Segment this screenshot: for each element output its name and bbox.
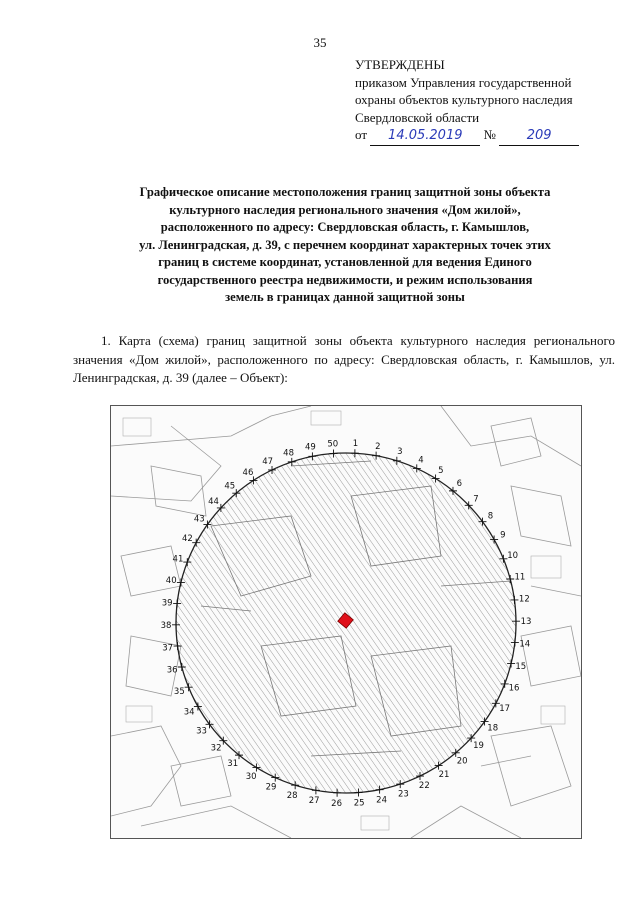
boundary-point-label: 19 bbox=[473, 740, 484, 751]
boundary-point-label: 22 bbox=[418, 781, 430, 792]
boundary-point-label: 48 bbox=[283, 448, 295, 459]
boundary-point-label: 20 bbox=[456, 756, 468, 767]
approval-date: 14.05.2019 bbox=[370, 127, 480, 146]
boundary-point-label: 6 bbox=[456, 479, 462, 490]
paragraph-map-intro bbox=[73, 332, 615, 388]
map-svg bbox=[111, 406, 581, 838]
boundary-point-label: 35 bbox=[173, 687, 185, 698]
boundary-point-label: 39 bbox=[161, 598, 173, 609]
boundary-point-label: 43 bbox=[193, 514, 205, 525]
approval-block bbox=[355, 56, 640, 146]
boundary-point-label: 34 bbox=[183, 707, 195, 718]
boundary-point-label: 10 bbox=[507, 550, 519, 561]
boundary-point-label: 17 bbox=[499, 704, 511, 715]
boundary-point-label: 31 bbox=[227, 758, 239, 769]
heading-line: границ в системе координат, установленной для ведения Единого bbox=[158, 255, 532, 269]
boundary-point-label: 12 bbox=[518, 594, 530, 605]
boundary-point-label: 21 bbox=[438, 769, 450, 780]
boundary-point-label: 29 bbox=[265, 782, 277, 793]
boundary-point-label: 13 bbox=[520, 617, 532, 628]
boundary-point-label: 2 bbox=[375, 441, 381, 452]
heading-line: ул. Ленинградская, д. 39, с перечнем координат характерных точек этих bbox=[139, 237, 551, 252]
boundary-point-label: 18 bbox=[487, 723, 499, 734]
boundary-point-label: 14 bbox=[519, 639, 531, 650]
boundary-point-label: 40 bbox=[165, 576, 177, 587]
boundary-point-label: 8 bbox=[487, 511, 494, 522]
boundary-point-label: 25 bbox=[353, 798, 365, 809]
boundary-point-label: 3 bbox=[397, 447, 403, 458]
date-prefix: от bbox=[355, 127, 368, 142]
boundary-point-label: 45 bbox=[224, 481, 236, 492]
boundary-point-label: 49 bbox=[305, 442, 316, 453]
boundary-point-label: 33 bbox=[196, 726, 207, 737]
approval-title: УТВЕРЖДЕНЫ bbox=[355, 57, 445, 72]
boundary-point-label: 38 bbox=[160, 620, 172, 631]
boundary-point-label: 42 bbox=[181, 533, 193, 544]
boundary-point-label: 36 bbox=[166, 665, 178, 676]
approval-line: приказом Управления государственной bbox=[355, 74, 572, 90]
boundary-point-label: 15 bbox=[515, 661, 527, 672]
boundary-point-label: 47 bbox=[262, 456, 274, 467]
page-number: 35 bbox=[313, 35, 327, 50]
document-heading bbox=[70, 184, 620, 307]
heading-line: расположенного по адресу: Свердловская область, г. Камышлов, bbox=[160, 220, 530, 234]
boundary-point-label: 23 bbox=[397, 789, 409, 800]
boundary-point-label: 41 bbox=[172, 554, 184, 565]
heading-line: государственного реестра недвижимости, и режим использования bbox=[157, 272, 533, 287]
boundary-point-label: 28 bbox=[286, 790, 298, 801]
approval-number: 209 bbox=[499, 127, 579, 146]
boundary-map bbox=[110, 405, 582, 839]
approval-date-number bbox=[355, 126, 640, 146]
approval-line: охраны объектов культурного наследия bbox=[355, 92, 573, 107]
boundary-point-label: 32 bbox=[210, 743, 222, 754]
heading-line: культурного наследия регионального значения «Дом жилой», bbox=[169, 202, 521, 217]
boundary-point-label: 16 bbox=[508, 683, 520, 694]
boundary-point-label: 1 bbox=[352, 439, 359, 450]
boundary-point-label: 27 bbox=[308, 796, 320, 807]
boundary-point-label: 37 bbox=[162, 643, 174, 654]
heading-line: Графическое описание местоположения границ защитной зоны объекта bbox=[139, 185, 551, 199]
heading-line: земель в границах данной защитной зоны bbox=[225, 290, 465, 304]
boundary-point-label: 5 bbox=[438, 466, 444, 477]
boundary-point-label: 11 bbox=[514, 572, 526, 583]
boundary-point-label: 7 bbox=[473, 494, 479, 505]
boundary-point-label: 30 bbox=[245, 771, 257, 782]
boundary-point-label: 46 bbox=[242, 468, 254, 479]
paragraph-text: 1. Карта (схема) границ защитной зоны объекта культурного наследия регионального значения «Дом жилой», расположенного по адресу: Свердловская область, г. Камышлов, ул. Ленинградская, д. 39 (далее – Объект): bbox=[73, 333, 615, 385]
boundary-point-label: 4 bbox=[418, 455, 424, 466]
number-prefix: № bbox=[483, 127, 496, 142]
boundary-point-label: 26 bbox=[331, 798, 342, 809]
approval-line: Свердловской области bbox=[355, 109, 480, 125]
boundary-point-label: 50 bbox=[327, 439, 339, 450]
boundary-point-label: 44 bbox=[208, 497, 219, 508]
boundary-point-label: 9 bbox=[500, 530, 506, 541]
boundary-point-label: 24 bbox=[376, 795, 387, 806]
